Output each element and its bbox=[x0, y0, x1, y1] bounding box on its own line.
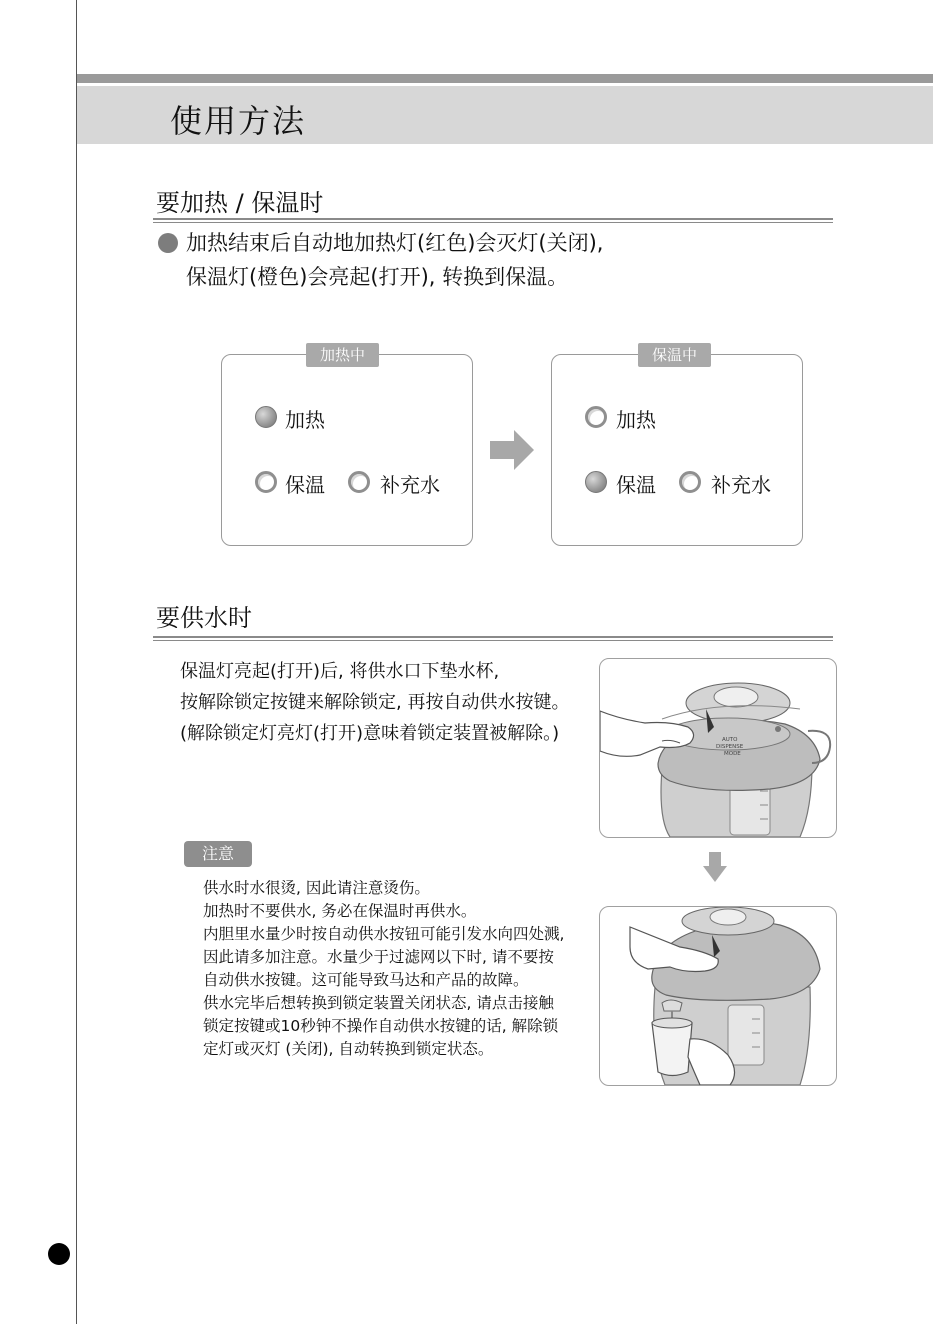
svg-text:DISPENSE: DISPENSE bbox=[716, 744, 744, 750]
dispense-text-line-1: 保温灯亮起(打开)后, 将供水口下垫水杯, bbox=[180, 661, 500, 682]
heating-text-line-1: 加热结束后自动地加热灯(红色)会灭灯(关闭), bbox=[186, 231, 604, 255]
illustration-unlock bbox=[599, 658, 837, 838]
svg-text:MODE: MODE bbox=[724, 751, 741, 757]
note-line-5: 自动供水按键。这可能导致马达和产品的故障。 bbox=[203, 971, 529, 989]
lamp-label-keepwarm: 保温 bbox=[616, 473, 656, 497]
lamp-label-heat: 加热 bbox=[285, 408, 325, 432]
pot-press-button-illustration bbox=[600, 659, 836, 837]
lamp-label-refill: 补充水 bbox=[380, 473, 440, 497]
dispense-text-line-2: 按解除锁定按键来解除锁定, 再按自动供水按键。 bbox=[180, 692, 570, 713]
note-line-7: 锁定按键或10秒钟不操作自动供水按键的话, 解除锁 bbox=[203, 1017, 559, 1035]
section-title-dispense: 要供水时 bbox=[156, 604, 252, 632]
heat-lamp-icon bbox=[255, 406, 277, 428]
section-rule bbox=[153, 636, 833, 638]
heating-text-line-2: 保温灯(橙色)会亮起(打开), 转换到保温。 bbox=[186, 265, 569, 289]
refill-lamp-icon bbox=[679, 471, 701, 493]
panel-keepwarm bbox=[551, 354, 803, 546]
arrow-down-icon bbox=[703, 852, 727, 882]
lamp-label-keepwarm: 保温 bbox=[285, 473, 325, 497]
section-rule-thin bbox=[153, 222, 833, 223]
panel-tag-keepwarm: 保温中 bbox=[638, 343, 711, 367]
margin-line bbox=[76, 0, 77, 1324]
note-line-3: 内胆里水量少时按自动供水按钮可能引发水向四处溅, bbox=[203, 925, 565, 943]
note-line-4: 因此请多加注意。水量少于过滤网以下时, 请不要按 bbox=[203, 948, 554, 966]
lamp-label-heat: 加热 bbox=[616, 408, 656, 432]
heat-lamp-icon bbox=[585, 406, 607, 428]
pot-dispense-illustration bbox=[600, 907, 836, 1085]
section-rule-thin bbox=[153, 640, 833, 641]
page-title: 使用方法 bbox=[170, 102, 307, 140]
note-tag: 注意 bbox=[184, 841, 252, 867]
panel-heating bbox=[221, 354, 473, 546]
note-line-6: 供水完毕后想转换到锁定装置关闭状态, 请点击接触 bbox=[203, 994, 554, 1012]
dispense-text-line-3: (解除锁定灯亮灯(打开)意味着锁定装置被解除。) bbox=[180, 723, 560, 744]
page-bullet-dot bbox=[48, 1243, 70, 1265]
note-line-8: 定灯或灭灯 (关闭), 自动转换到锁定状态。 bbox=[203, 1040, 494, 1058]
note-line-1: 供水时水很烫, 因此请注意烫伤。 bbox=[203, 879, 430, 897]
section-rule bbox=[153, 218, 833, 220]
section-title-heating: 要加热 / 保温时 bbox=[156, 189, 324, 217]
panel-tag-heating: 加热中 bbox=[306, 343, 379, 367]
header-bar bbox=[77, 74, 933, 83]
bullet-icon bbox=[158, 233, 178, 253]
keepwarm-lamp-icon bbox=[585, 471, 607, 493]
keepwarm-lamp-icon bbox=[255, 471, 277, 493]
arrow-right-icon bbox=[490, 430, 534, 470]
illustration-dispense bbox=[599, 906, 837, 1086]
svg-text:AUTO: AUTO bbox=[722, 737, 738, 743]
lamp-label-refill: 补充水 bbox=[711, 473, 771, 497]
note-line-2: 加热时不要供水, 务必在保温时再供水。 bbox=[203, 902, 477, 920]
refill-lamp-icon bbox=[348, 471, 370, 493]
